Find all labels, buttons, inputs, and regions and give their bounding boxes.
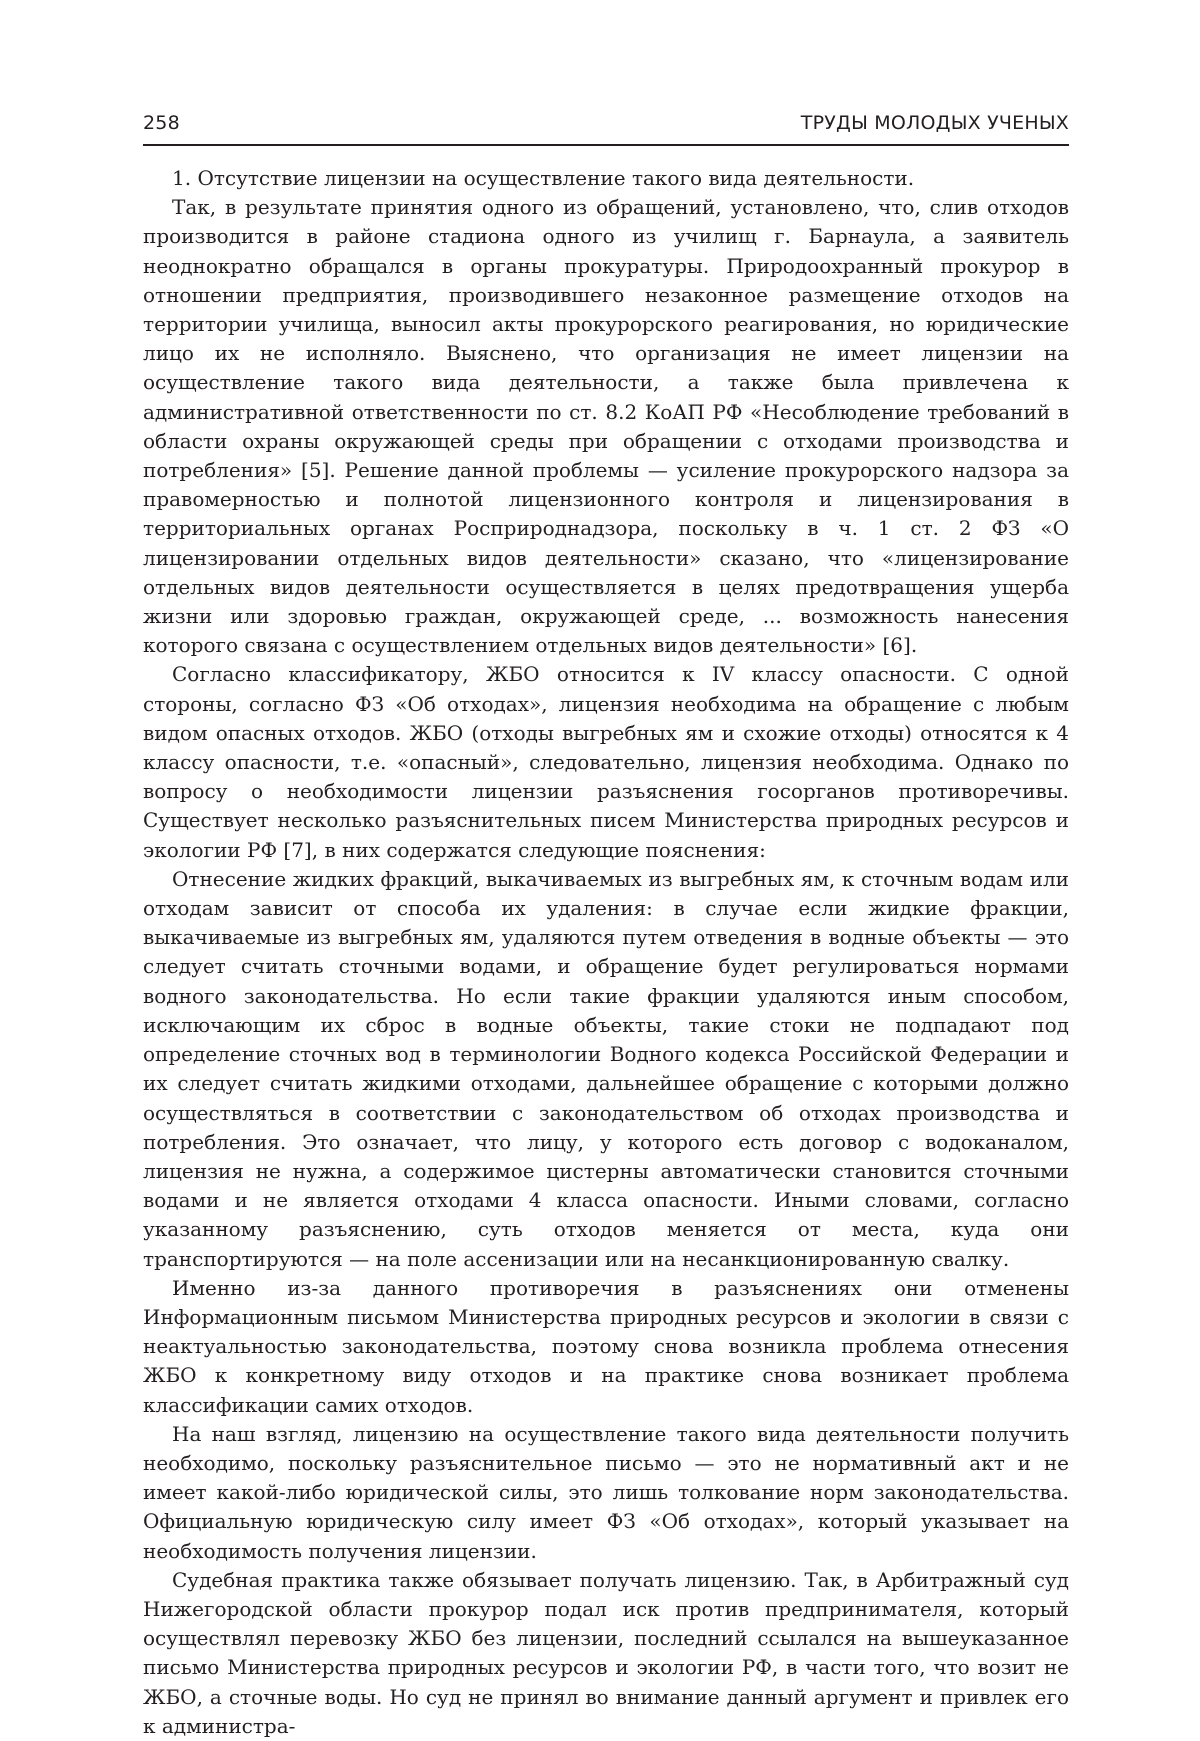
page-number: 258 — [143, 112, 180, 134]
paragraph: Именно из-за данного противоречия в разъяснениях они отменены Информационным письмом Министерства природных ресурсов и экологии в связи с неактуальностью законодательства, поэтому снова возникла проблема отнесения ЖБО к конкретному виду отходов и на практике снова возникает проблема классификации самих отходов. — [143, 1275, 1069, 1417]
paragraph: На наш взгляд, лицензию на осуществление такого вида деятельности получить необходимо, поскольку разъяснительное письмо — это не нормативный акт и не имеет какой-либо юридической силы, это лишь толкование норм законодательства. Официальную юридическую силу имеет ФЗ «Об отходах», который указывает на необходимость получения лицензии. — [143, 1421, 1069, 1563]
paragraph: Отнесение жидких фракций, выкачиваемых из выгребных ям, к сточным водам или отходам зависит от способа их удаления: в случае если жидкие фракции, выкачиваемые из выгребных ям, удаляются путем отведения в водные объекты — это следует считать сточными водами, и обращение будет регулироваться нормами водного законодательства. Но если такие фракции удаляются иным способом, исключающим их сброс в водные объекты, такие стоки не подпадают под определение сточных вод в терминологии Водного кодекса Российской Федерации и их следует считать жидкими отходами, дальнейшее обращение с которыми должно осуществляться в соответствии с законодательством об отходах производства и потребления. Это означает, что лицу, у которого есть договор с водоканалом, лицензия не нужна, а содержимое цистерны автоматически становится сточными водами и не является отходами 4 класса опасности. Иными словами, согласно указанному разъяснению, суть отходов меняется от места, куда они транспортируются — на поле ассенизации или на несанкционированную свалку. — [143, 866, 1069, 1271]
paragraph: Так, в результате принятия одного из обращений, установлено, что, слив отходов производится в районе стадиона одного из училищ г. Барнаула, а заявитель неоднократно обращался в органы прокуратуры. Природоохранный прокурор в отношении предприятия, производившего незаконное размещение отходов на территории училища, выносил акты прокурорского реагирования, но юридические лицо их не исполняло. Выяснено, что организация не имеет лицензии на осуществление такого вида деятельности, а также была привлечена к административной ответственности по ст. 8.2 КоАП РФ «Несоблюдение требований в области охраны окружающей среды при обращении с отходами производства и потребления» [5]. Решение данной проблемы — усиление прокурорского надзора за правомерностью и полнотой лицензионного контроля и лицензирования в территориальных органах Росприроднадзора, поскольку в ч. 1 ст. 2 ФЗ «О лицензировании отдельных видов деятельности» сказано, что «лицензирование отдельных видов деятельности осуществляется в целях предотвращения ущерба жизни или здоровью граждан, окружающей среде, ... возможность нанесения которого связана с осуществлением отдельных видов деятельности» [6]. — [143, 195, 1069, 658]
body-text — [143, 164, 1069, 1741]
running-header — [143, 108, 1069, 146]
paragraph: Судебная практика также обязывает получать лицензию. Так, в Арбитражный суд Нижегородской области прокурор подал иск против предпринимателя, который осуществлял перевозку ЖБО без лицензии, последний ссылался на вышеуказанное письмо Министерства природных ресурсов и экологии РФ, в части того, что возит не ЖБО, а сточные воды. Но суд не принял во внимание данный аргумент и привлек его к администра- — [143, 1567, 1069, 1738]
paragraph: Согласно классификатору, ЖБО относится к IV классу опасности. С одной стороны, согласно ФЗ «Об отходах», лицензия необходима на обращение с любым видом опасных отходов. ЖБО (отходы выгребных ям и схожие отходы) относятся к 4 классу опасности, т.е. «опасный», следовательно, лицензия необходима. Однако по вопросу о необходимости лицензии разъяснения госорганов противоречивы. Существует несколько разъяснительных писем Министерства природных ресурсов и экологии РФ [7], в них содержатся следующие пояснения: — [143, 662, 1069, 862]
paragraph: 1. Отсутствие лицензии на осуществление такого вида деятельности. — [172, 166, 915, 190]
journal-title: ТРУДЫ МОЛОДЫХ УЧЕНЫХ — [800, 112, 1069, 134]
